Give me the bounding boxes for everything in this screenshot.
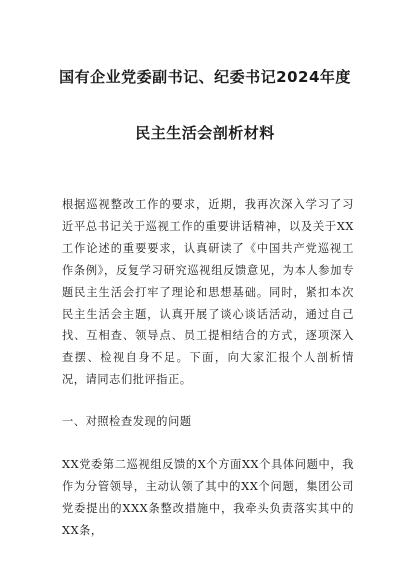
body-paragraph: XX党委第二巡视组反馈的X个方面XX个具体问题中，我作为分管领导，主动认领了其中的XX个问题，集团公司党委提出的XXX条整改措施中，我牵头负责落实其中的XX条， (62, 458, 354, 537)
intro-paragraph: 根据巡视整改工作的要求，近期，我再次深入学习了习近平总书记关于巡视工作的重要讲话精神，以及关于XX工作论述的重要要求，认真研读了《中国共产党巡视工作条例》，反复学习研究巡视组反馈意见，为本人参加专题民主生活会打牢了理论和思想基础。同时，紧扣本次民主生活会主题，认真开展了谈心谈话活动，通过自己找、互相查、领导点、员工提相结合的方式，逐项深入查摆、检视自身不足。下面，向大家汇报个人剖析情况，请同志们批评指正。 (62, 198, 354, 387)
document-title-line-2: 民主生活会剖析材料 (135, 124, 275, 142)
document-title-line-1: 国有企业党委副书记、纪委书记2024年度 (59, 68, 351, 86)
section-heading: 一、对照检查发现的问题 (62, 415, 192, 428)
